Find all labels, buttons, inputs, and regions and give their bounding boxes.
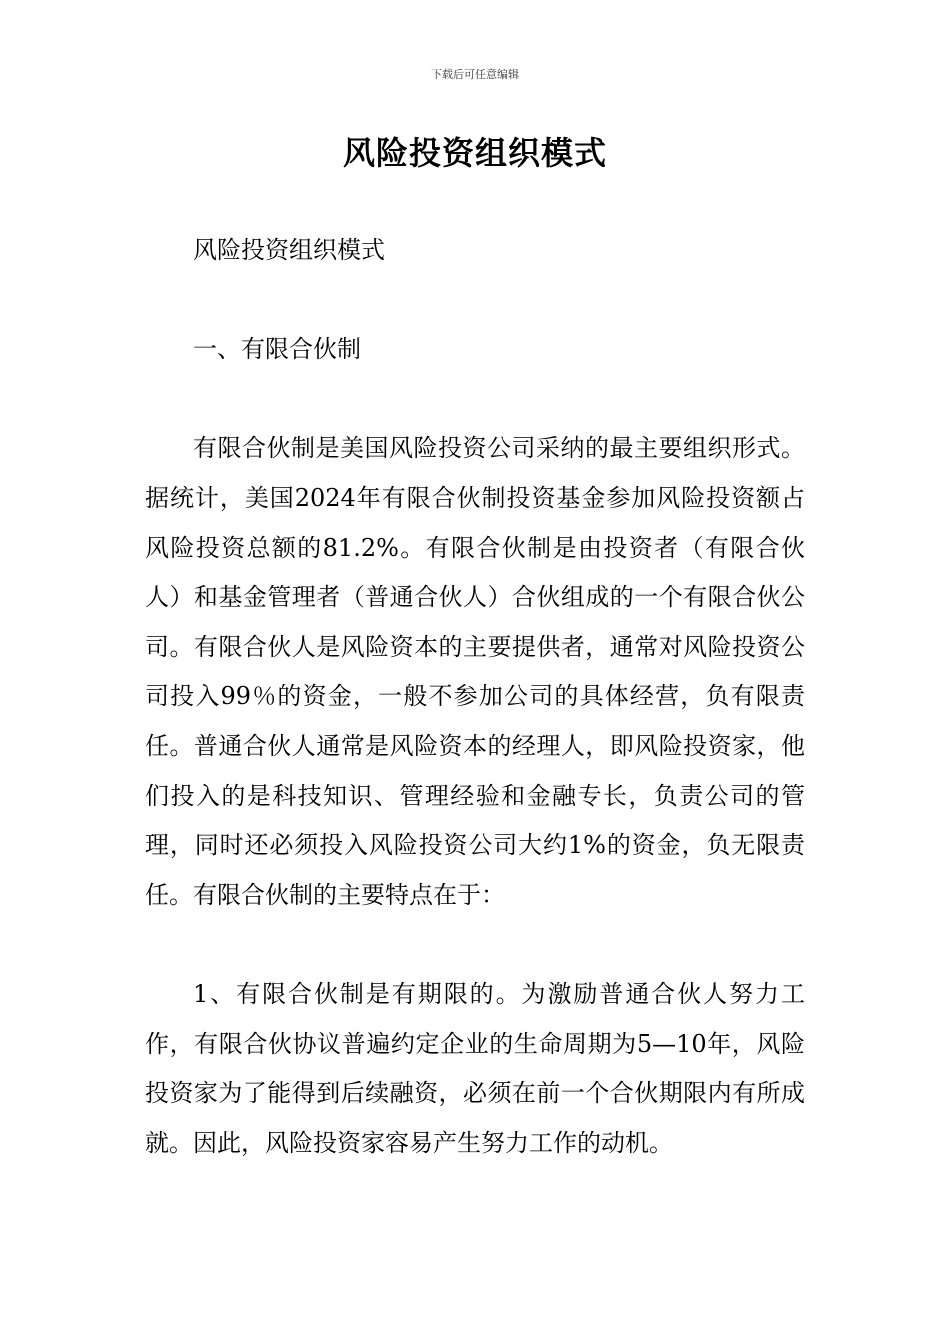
document-body [145,226,805,1168]
body-paragraph: 1、有限合伙制是有期限的。为激励普通合伙人努力工作，有限合伙协议普遍约定企业的生命周期为5—10年，风险投资家为了能得到后续融资，必须在前一个合伙期限内有所成就。因此，风险投资家容易产生努力工作的动机。 [145,979,805,1157]
page-header-note: 下载后可任意编辑 [431,68,519,81]
subtitle-paragraph: 风险投资组织模式 [193,236,385,264]
document-title: 风险投资组织模式 [342,134,607,172]
body-paragraph: 有限合伙制是美国风险投资公司采纳的最主要组织形式。据统计，美国2024年有限合伙制投资基金参加风险投资额占风险投资总额的81.2%。有限合伙制是由投资者（有限合伙人）和基金管理者（普通合伙人）合伙组成的一个有限合伙公司。有限合伙人是风险资本的主要提供者，通常对风险投资公司投入99％的资金，一般不参加公司的具体经营，负有限责任。普通合伙人通常是风险资本的经理人，即风险投资家，他们投入的是科技知识、管理经验和金融专长，负责公司的管理，同时还必须投入风险投资公司大约1%的资金，负无限责任。有限合伙制的主要特点在于： [145,434,805,909]
section-heading: 一、有限合伙制 [193,335,361,364]
